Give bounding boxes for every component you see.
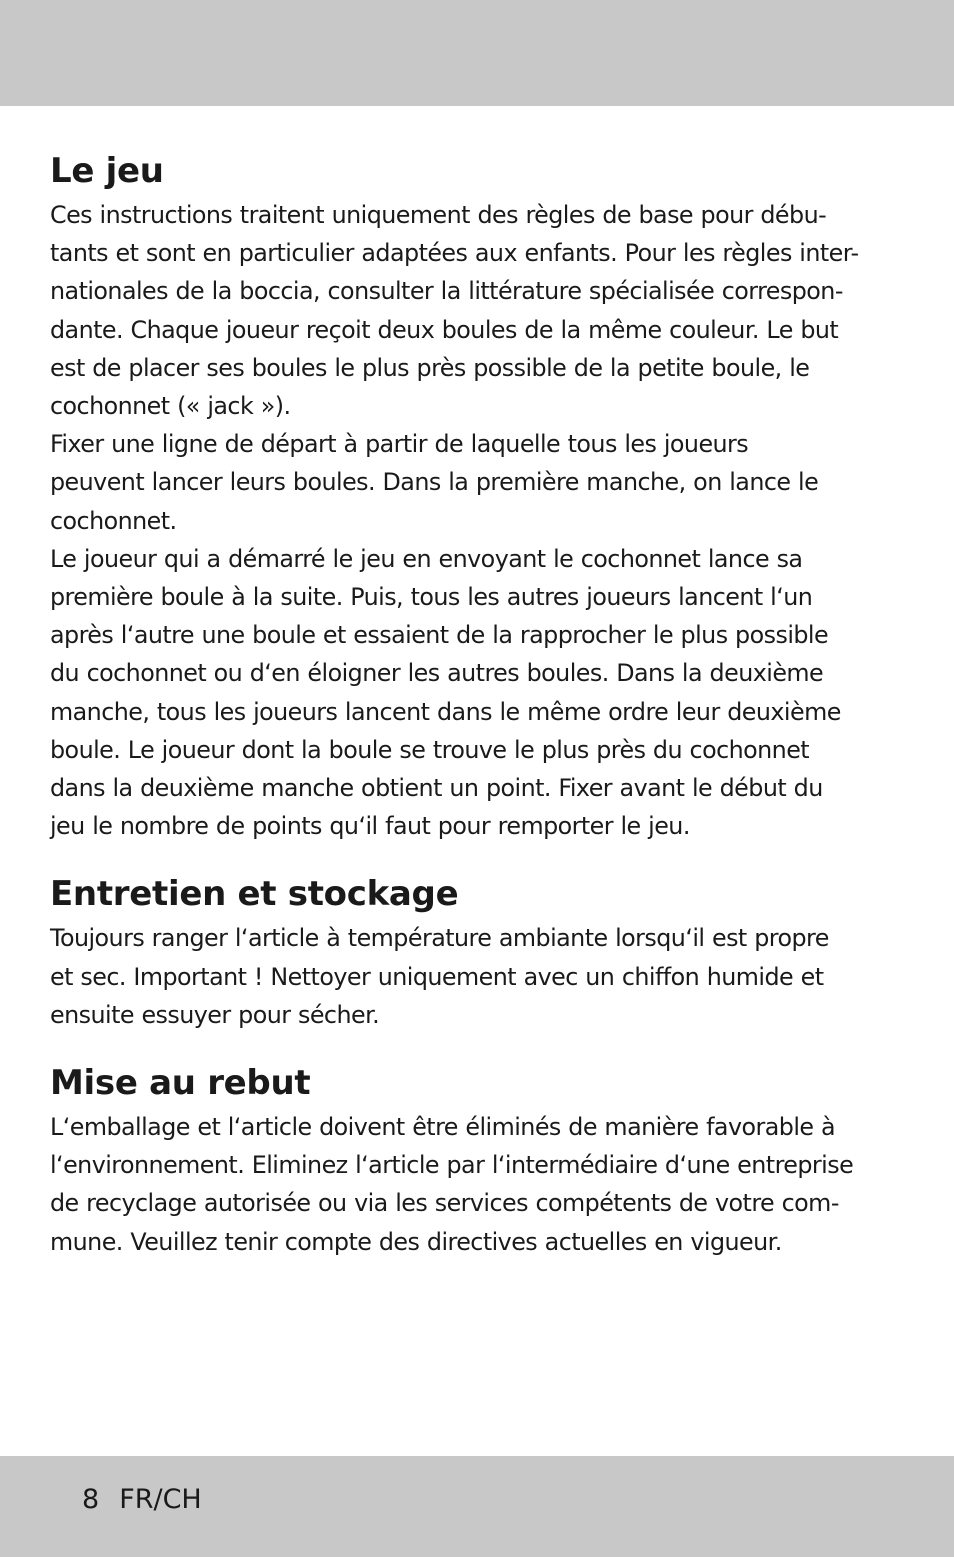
- page-content: [50, 146, 906, 1261]
- page-number: 8: [82, 1484, 100, 1515]
- text-line: nationales de la boccia, consulter la littérature spécialisée correspon-: [50, 277, 843, 306]
- header-band: [0, 0, 954, 106]
- page-footer: [82, 1482, 202, 1518]
- text-line: dante. Chaque joueur reçoit deux boules de la même couleur. Le but: [50, 315, 839, 344]
- text-line: du cochonnet ou d‘en éloigner les autres boules. Dans la deuxième: [50, 659, 824, 688]
- text-line: Le joueur qui a démarré le jeu en envoyant le cochonnet lance sa: [50, 544, 803, 573]
- paragraph: [50, 196, 906, 425]
- text-line: peuvent lancer leurs boules. Dans la première manche, on lance le: [50, 468, 819, 497]
- text-line: boule. Le joueur dont la boule se trouve le plus près du cochonnet: [50, 735, 810, 764]
- section-title: Entretien et stockage: [50, 874, 459, 915]
- text-line: Toujours ranger l‘article à température ambiante lorsqu‘il est propre: [50, 924, 829, 953]
- paragraph: [50, 919, 906, 1034]
- text-line: mune. Veuillez tenir compte des directives actuelles en vigueur.: [50, 1227, 782, 1256]
- paragraph: [50, 540, 906, 846]
- text-line: cochonnet (« jack »).: [50, 392, 291, 421]
- text-line: et sec. Important ! Nettoyer uniquement avec un chiffon humide et: [50, 962, 824, 991]
- text-line: cochonnet.: [50, 506, 177, 535]
- text-line: ensuite essuyer pour sécher.: [50, 1000, 380, 1029]
- text-line: Fixer une ligne de départ à partir de laquelle tous les joueurs: [50, 430, 749, 459]
- text-line: après l‘autre une boule et essaient de la rapprocher le plus possible: [50, 621, 829, 650]
- text-line: de recyclage autorisée ou via les services compétents de votre com-: [50, 1189, 839, 1218]
- text-line: dans la deuxième manche obtient un point. Fixer avant le début du: [50, 774, 823, 803]
- text-line: l‘environnement. Eliminez l‘article par l‘intermédiaire d‘une entreprise: [50, 1151, 854, 1180]
- locale-label: FR/CH: [119, 1484, 202, 1515]
- paragraph: [50, 1108, 906, 1261]
- text-line: est de placer ses boules le plus près possible de la petite boule, le: [50, 353, 810, 382]
- paragraph: [50, 425, 906, 540]
- section-title: Mise au rebut: [50, 1063, 311, 1104]
- section-le-jeu: [50, 146, 906, 845]
- section-entretien-stockage: [50, 869, 906, 1034]
- section-title: Le jeu: [50, 151, 164, 191]
- text-line: manche, tous les joueurs lancent dans le même ordre leur deuxième: [50, 697, 841, 726]
- text-line: première boule à la suite. Puis, tous les autres joueurs lancent l‘un: [50, 583, 813, 612]
- text-line: L‘emballage et l‘article doivent être éliminés de manière favorable à: [50, 1113, 836, 1142]
- text-line: tants et sont en particulier adaptées aux enfants. Pour les règles inter-: [50, 239, 859, 268]
- section-mise-au-rebut: [50, 1058, 906, 1261]
- text-line: Ces instructions traitent uniquement des règles de base pour débu-: [50, 201, 827, 229]
- text-line: jeu le nombre de points qu‘il faut pour remporter le jeu.: [50, 812, 690, 841]
